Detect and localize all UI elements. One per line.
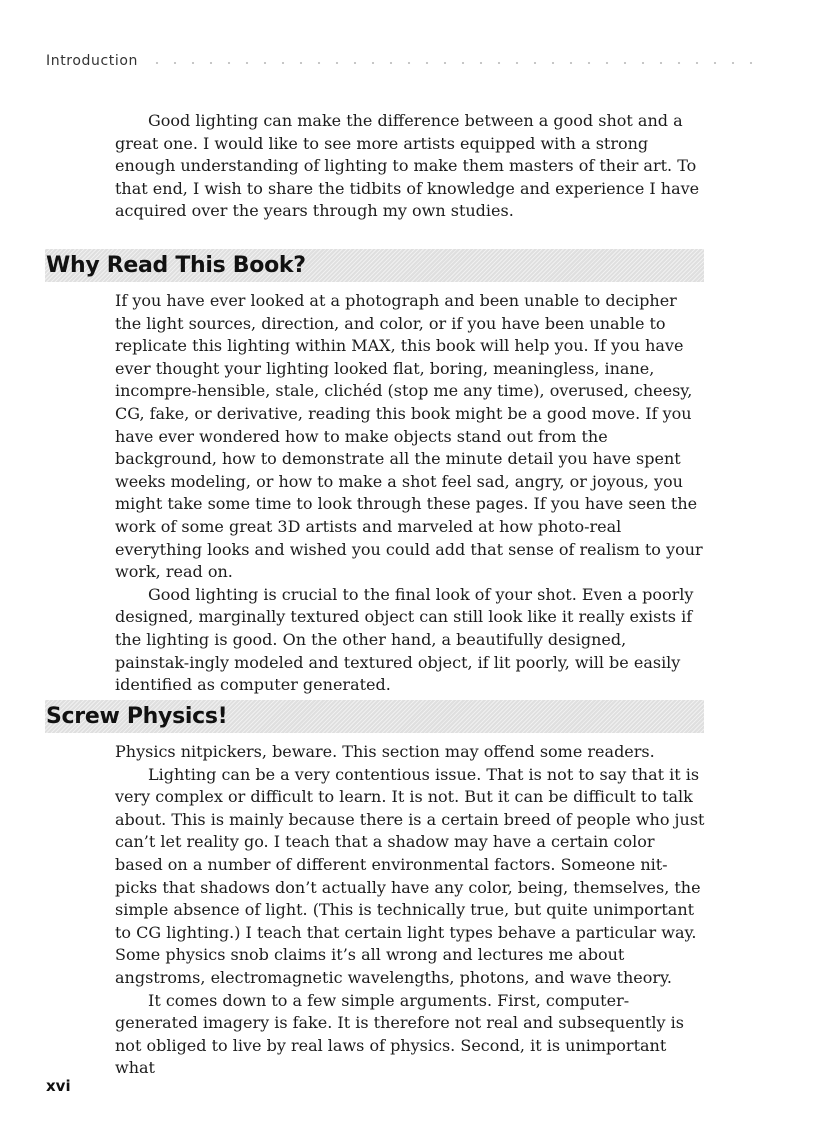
- section-heading-why-read-this-book: [45, 249, 704, 282]
- paragraph: It comes down to a few simple arguments. First, computer-generated imagery is fake. It is therefore not real and subsequently is not obliged to live by real laws of physics. Second, it is unimportant what: [115, 990, 684, 1078]
- section-heading-text: Why Read This Book?: [46, 253, 306, 278]
- section-heading-text: Screw Physics!: [46, 704, 228, 729]
- why-read-this-book-text: [115, 290, 705, 697]
- section-heading-screw-physics: [45, 700, 704, 733]
- paragraph: Lighting can be a very contentious issue. That is not to say that it is very complex or difficult to learn. It is not. But it can be difficult to talk about. This is mainly because there is a certain breed of people who just can’t let reality go. I teach that a shadow may have a certain color based on a number of different environmental factors. Someone nit-picks that shadows don’t actually have any color, being, themselves, the simple absence of light. (This is technically true, but quite unimportant to CG lighting.) I teach that certain light types behave a particular way. Some physics snob claims it’s all wrong and lectures me about angstroms, electromagnetic wavelengths, photons, and wave theory.: [115, 764, 705, 987]
- paragraph: If you have ever looked at a photograph and been unable to decipher the light sources, direction, and color, or if you have been unable to replicate this lighting within MAX, this book will help you. If you have ever thought your lighting looked flat, boring, meaningless, inane, incompre-hensible, stale, clichéd (stop me any time), overused, cheesy, CG, fake, or derivative, reading this book might be a good move. If you have ever wondered how to make objects stand out from the background, how to demonstrate all the minute detail you have spent weeks modeling, or how to make a shot feel sad, angry, or joyous, you might take some time to look through these pages. If you have seen the work of some great 3D artists and marveled at how photo-real everything looks and wished you could add that sense of realism to your work, read on.: [115, 291, 703, 582]
- paragraph: Physics nitpickers, beware. This section may offend some readers.: [115, 742, 655, 761]
- page-number: xvi: [46, 1077, 71, 1095]
- running-head-dot-leader: [148, 62, 766, 64]
- paragraph: Good lighting is crucial to the final look of your shot. Even a poorly designed, marginally textured object can still look like it really exists if the lighting is good. On the other hand, a beautifully designed, painstak-ingly modeled and textured object, if lit poorly, will be easily identified as computer generated.: [115, 584, 694, 695]
- running-head: [46, 51, 766, 71]
- screw-physics-text: [115, 741, 705, 1080]
- running-head-title: Introduction: [46, 53, 138, 69]
- intro-text: [115, 110, 705, 223]
- intro-paragraph: Good lighting can make the difference between a good shot and a great one. I would like to see more artists equipped with a strong enough understanding of lighting to make them masters of their art. To that end, I wish to share the tidbits of knowledge and experience I have acquired over the years through my own studies.: [115, 111, 700, 221]
